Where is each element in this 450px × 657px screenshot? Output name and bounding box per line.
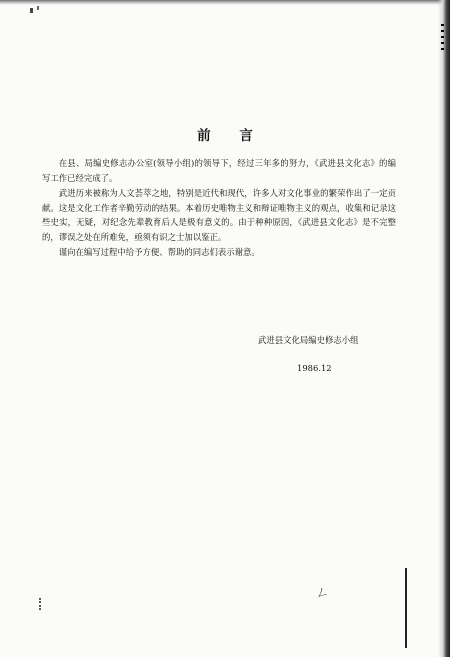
pencil-mark: ㄥ (313, 583, 331, 603)
scan-speck (37, 6, 39, 10)
paragraph: 谨向在编写过程中给予方便、帮助的同志们表示谢意。 (58, 247, 260, 257)
paragraph: 在县、局编史修志办公室(领导小组)的领导下，经过三年多的努力，《武进县文化志》的编写工作已经完成了。 (42, 158, 396, 183)
paragraph: 武进历来被称为人文荟萃之地，特别是近代和现代，许多人对文化事业的繁荣作出了一定贡献。这是文化工作者辛勤劳动的结果。本着历史唯物主义和辩证唯物主义的观点，收集和记录这些史实，无疑，对纪念先辈教育后人是极有意义的。由于种种原因，《武进县文化志》是不完整的，谬误之处在所难免，亟须有识之士加以鉴正。 (42, 188, 396, 242)
scan-speck (30, 8, 33, 13)
preface-body (42, 156, 396, 260)
scan-vertical-line (405, 568, 407, 648)
scan-top-edge (0, 0, 450, 5)
scan-speck (39, 598, 45, 610)
scan-right-edge (438, 0, 450, 657)
scan-binding-marks (441, 24, 444, 54)
signature-date: 1986.12 (297, 363, 332, 373)
page-title: 前 言 (197, 128, 265, 145)
signature-organization: 武进县文化局编史修志小组 (258, 335, 359, 345)
